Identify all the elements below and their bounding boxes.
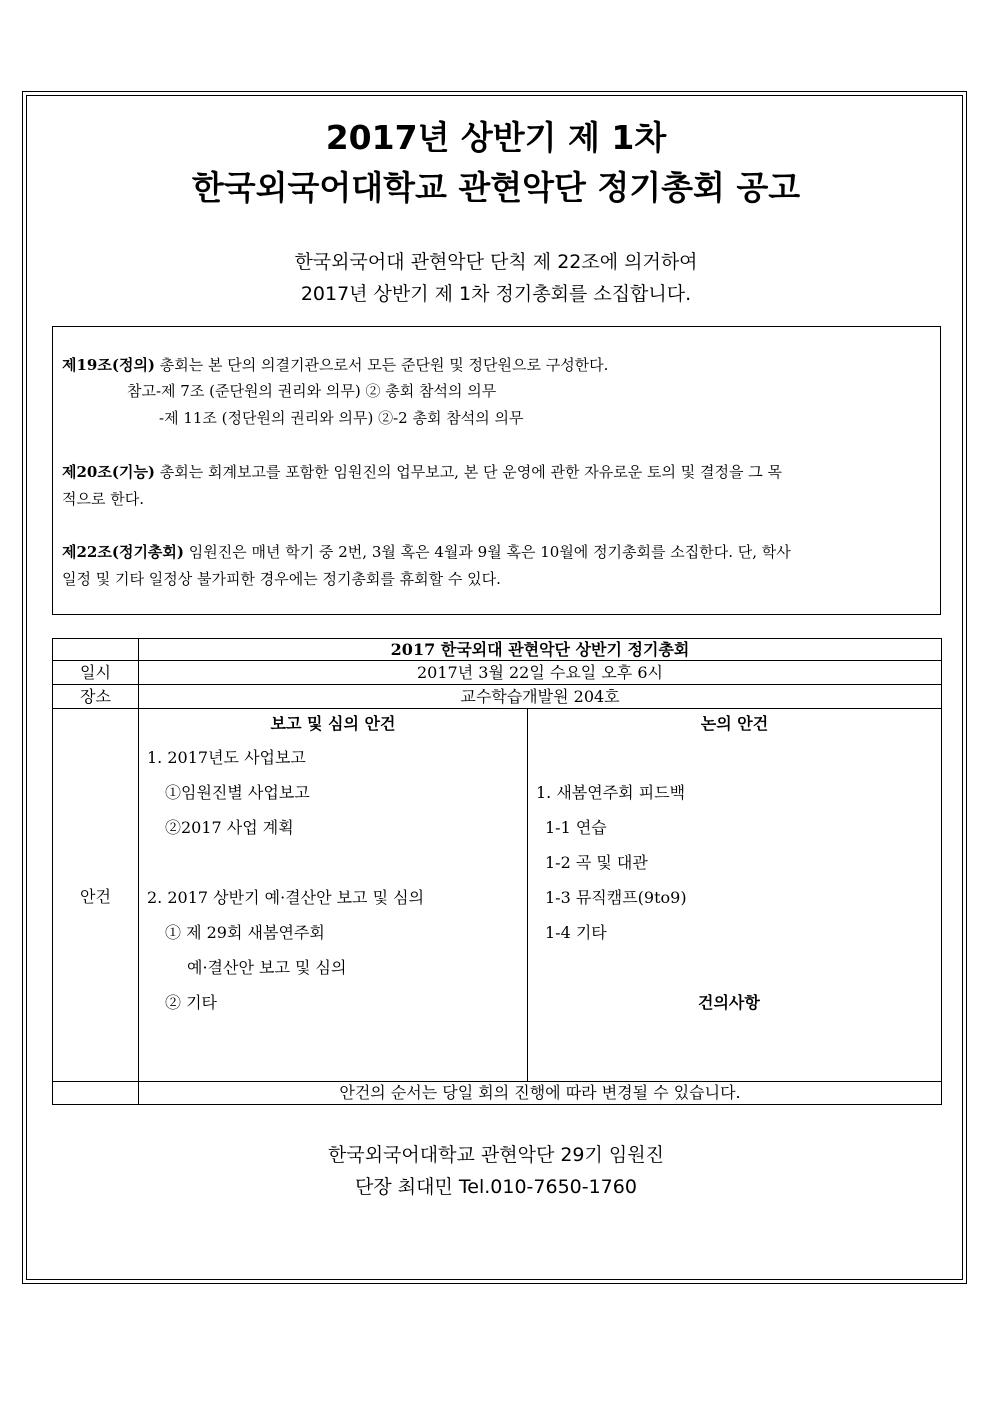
agenda-note: 안건의 순서는 당일 회의 진행에 따라 변경될 수 있습니다. [139,1082,942,1105]
empty-cell [53,639,139,661]
rule-19 [62,354,608,375]
intro-line-1: 한국외국어대 관현악단 단칙 제 22조에 의거하여 [294,251,698,273]
signature-line-1: 한국외국어대학교 관현악단 29기 임원진 [328,1144,664,1166]
signature-line-2: 단장 최대민 Tel.010-7650-1760 [355,1176,637,1198]
rule-22-text-2: 일정 및 기타 일정상 불가피한 경우에는 정기총회를 휴회할 수 있다. [62,570,501,588]
report-item: 예·결산안 보고 및 심의 [187,958,347,977]
discussion-item: 1-4 기타 [545,923,607,942]
rule-20-label: 제20조(기능) [62,463,156,481]
rule-22 [62,541,791,562]
discussion-item: 1. 새봄연주회 피드백 [536,783,686,802]
report-header: 보고 및 심의 안건 [270,714,396,733]
agenda-label: 안건 [53,709,139,1082]
table-row [53,639,942,661]
rule-22-label: 제22조(정기총회) [62,543,185,561]
table-row [53,685,942,709]
discussion-item: 1-1 연습 [545,818,607,837]
place-value: 교수학습개발원 204호 [139,685,942,709]
title-line-1: 2017년 상반기 제 1차 [325,118,667,157]
discussion-cell [528,709,942,1082]
report-item: ① 제 29회 새봄연주회 [165,923,325,942]
table-row [53,1082,942,1105]
rule-20-text-1: 총회는 회계보고를 포함한 임원진의 업무보고, 본 단 운영에 관한 자유로운 토의 및 결정을 그 목 [155,463,782,481]
rule-22-text-1: 임원진은 매년 학기 중 2번, 3월 혹은 4월과 9월 혹은 10월에 정기총회를 소집한다. 단, 학사 [184,543,791,561]
report-item: ② 기타 [165,993,217,1012]
agenda-table [52,638,942,1105]
rule-19-label: 제19조(정의) [62,356,156,374]
title-line-2: 한국외국어대학교 관현악단 정기총회 공고 [191,168,801,207]
agenda-header: 2017 한국외대 관현악단 상반기 정기총회 [139,639,942,661]
rule-19-text: 총회는 본 단의 의결기관으로서 모든 준단원 및 정단원으로 구성한다. [155,356,609,374]
report-cell [139,709,528,1082]
report-item: ①임원진별 사업보고 [165,783,310,802]
rule-19-ref-1: 참고-제 7조 (준단원의 권리와 의무) ② 총회 참석의 의무 [127,382,497,400]
intro-line-2: 2017년 상반기 제 1차 정기총회를 소집합니다. [300,283,692,305]
report-item: ②2017 사업 계획 [165,818,294,837]
date-value: 2017년 3월 22일 수요일 오후 6시 [139,661,942,685]
discussion-item: 1-3 뮤직캠프(9to9) [545,888,687,907]
bylaws-box [52,326,941,615]
discussion-header: 논의 안건 [700,714,769,733]
empty-cell [53,1082,139,1105]
rule-20 [62,461,782,482]
place-label: 장소 [53,685,139,709]
rule-20-text-2: 적으로 한다. [62,490,144,508]
discussion-item: 1-2 곡 및 대관 [545,853,648,872]
suggestion-label: 건의사항 [698,993,760,1012]
date-label: 일시 [53,661,139,685]
table-row [53,709,942,1082]
report-item: 2. 2017 상반기 예·결산안 보고 및 심의 [147,888,425,907]
report-item: 1. 2017년도 사업보고 [147,748,306,767]
table-row [53,661,942,685]
rule-19-ref-2: -제 11조 (정단원의 권리와 의무) ②-2 총회 참석의 의무 [159,409,524,427]
